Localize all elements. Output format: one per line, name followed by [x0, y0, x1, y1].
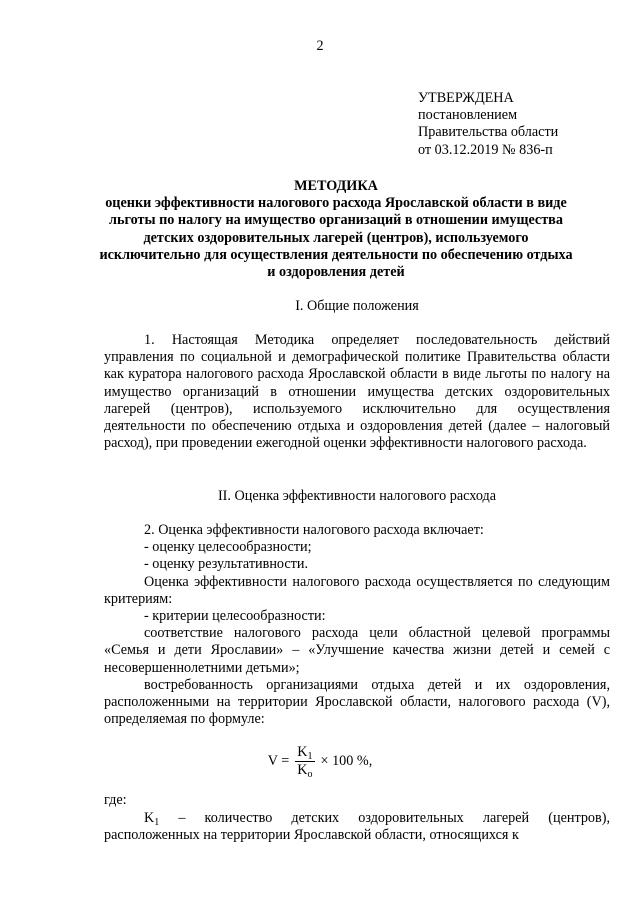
list-item-feasibility: - оценку целесообразности; — [144, 539, 312, 556]
title-subtitle: оценки эффективности налогового расхода Ярославской области в виде льготы по налогу на имущество организаций в отношении имущества детских оздоровительных лагерей (центров), используемого исключительно для осуществления деятельности по обеспечению отдыха и оздоровления детей — [99, 195, 573, 281]
section-2-body — [104, 522, 610, 728]
title-heading: МЕТОДИКА — [294, 178, 378, 194]
formula-fraction — [295, 744, 314, 779]
k1-symbol: $K_1$ — [144, 810, 160, 828]
paragraph-2: 2. Оценка эффективности налогового расхода включает: — [144, 522, 484, 538]
section-1-heading: I. Общие положения — [295, 298, 419, 314]
where-label: где: — [104, 792, 127, 808]
approval-line-4: от 03.12.2019 № 836-п — [418, 141, 553, 158]
k1-definition — [104, 810, 610, 844]
list-item-effectiveness: - оценку результативности. — [144, 556, 309, 573]
page-number: 2 — [316, 38, 324, 54]
demand-paragraph: востребованность организациями отдыха детей и их оздоровления, расположенными на территории Ярославской области, налогового расхода (V), определяемая по формуле: — [104, 676, 610, 728]
approval-line-3: Правительства области — [418, 124, 559, 141]
compliance-paragraph: соответствие налогового расхода цели областной целевой программы «Семья и дети Ярославии» – «Улучшение качества жизни детей и семей с несовершеннолетними детьми»; — [104, 625, 610, 676]
k1-text: – количество детских оздоровительных лагерей (центров), расположенных на территории Ярославской области, относящихся к — [104, 810, 610, 844]
approval-line-1: УТВЕРЖДЕНА — [418, 90, 514, 106]
section-1-paragraph-1: 1. Настоящая Методика определяет последовательность действий управления по социальной и демографической политике Правительства области как куратора налогового расхода Ярославской области в виде льготы по налогу на имущество организаций в отношении имущества детских оздоровительных лагерей (центров), используемого исключительно для осуществления деятельности по обеспечению отдыха и оздоровления детей (далее – налоговый расход), при проведении ежегодной оценки эффективности налогового расхода. — [104, 332, 610, 452]
formula-rhs: × 100 %, — [320, 752, 373, 769]
approval-line-2: постановлением — [418, 107, 518, 124]
document-title — [96, 178, 576, 281]
formula-lhs: V = — [267, 752, 290, 769]
criteria-feasibility-header: - критерии целесообразности: — [144, 608, 326, 625]
approval-stamp — [418, 90, 628, 159]
criteria-paragraph: Оценка эффективности налогового расхода осуществляется по следующим критериям: — [104, 573, 610, 607]
formula-v — [0, 744, 640, 779]
section-2-heading: II. Оценка эффективности налогового расхода — [217, 488, 497, 504]
formula-denominator: $K_o$ — [297, 762, 313, 780]
formula-numerator: $K_1$ — [297, 744, 313, 762]
